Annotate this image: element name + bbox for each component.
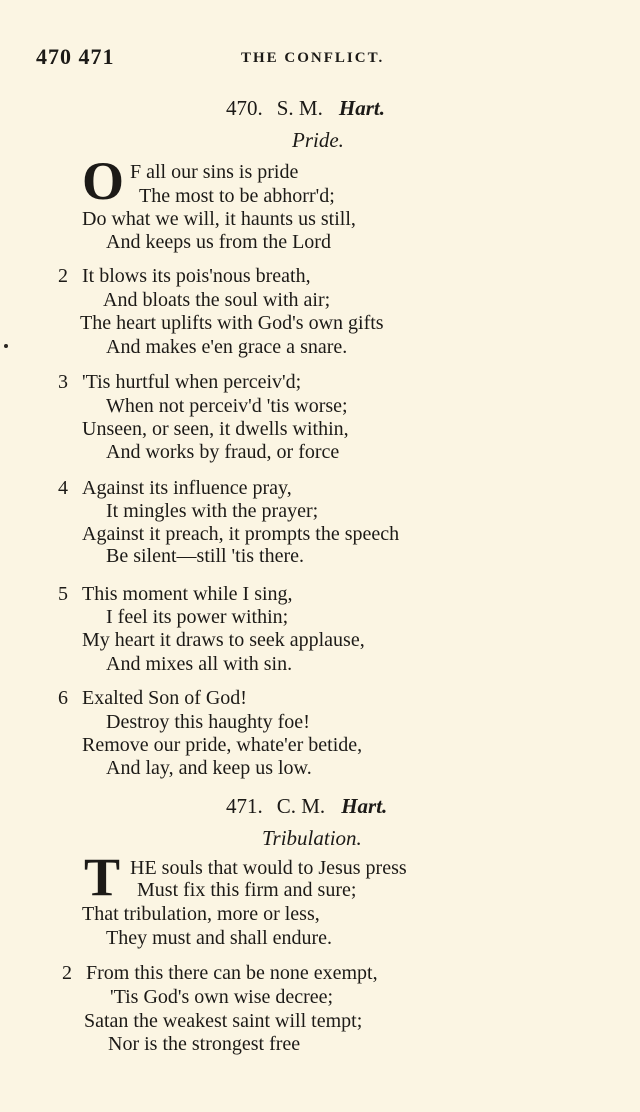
hymn-470-heading [226,96,385,121]
verse-line: When not perceiv'd 'tis worse; [106,395,348,417]
stanza-number: 2 [58,265,68,287]
verse-line: Destroy this haughty foe! [106,711,310,733]
verse-line: And mixes all with sin. [106,653,293,675]
page-numbers: 470 471 [36,44,115,69]
verse-line: And lay, and keep us low. [106,757,312,779]
verse-line: They must and shall endure. [106,927,333,949]
verse-line: My heart it draws to seek applause, [82,629,365,651]
running-title: THE CONFLICT. [241,50,385,66]
verse-line: And works by fraud, or force [106,441,340,463]
verse-line: Against it preach, it prompts the speech [82,523,400,545]
hymn-471-heading [226,794,387,819]
drop-cap: O [82,151,125,211]
verse-line: From this there can be none exempt, [86,962,378,984]
verse-line: Be silent—still 'tis there. [106,545,305,567]
verse-line: That tribulation, more or less, [82,903,320,925]
verse-line: The most to be abhorr'd; [139,185,335,207]
verse-line: It blows its pois'nous breath, [82,265,311,287]
verse-line: Do what we will, it haunts us still, [82,208,356,230]
verse-line: It mingles with the prayer; [106,500,319,522]
verse-line: I feel its power within; [106,606,289,628]
page-header [36,44,600,74]
stanza-number: 4 [58,477,68,499]
verse-line: And makes e'en grace a snare. [106,336,348,358]
stanza-number: 2 [62,962,72,984]
verse-line: 'Tis God's own wise decree; [110,986,334,1008]
hymn-meter: S. M. [276,96,323,120]
drop-cap: T [84,847,121,907]
verse-line: Must fix this firm and sure; [137,879,357,901]
hymn-470-title: Pride. [292,128,344,152]
stanza-number: 5 [58,583,68,605]
hymn-author: Hart. [338,96,385,120]
verse-line: This moment while I sing, [82,583,293,605]
verse-line: Against its influence pray, [82,477,292,499]
hymn-number: 470. [226,96,263,120]
hymn-author: Hart. [341,794,388,818]
hymn-number: 471. [226,794,263,818]
verse-line: Unseen, or seen, it dwells within, [82,418,349,440]
verse-line: Remove our pride, whate'er betide, [82,734,363,756]
verse-line: F all our sins is pride [130,161,299,183]
hymn-meter: C. M. [276,794,326,818]
verse-line: Satan the weakest saint will tempt; [84,1010,363,1032]
hymn-471-title: Tribulation. [262,826,362,850]
verse-line: 'Tis hurtful when perceiv'd; [82,371,302,393]
verse-line: Nor is the strongest free [108,1033,301,1055]
margin-mark [4,344,8,348]
stanza-number: 3 [58,371,68,393]
verse-line: And keeps us from the Lord [106,231,331,253]
verse-line: Exalted Son of God! [82,687,247,709]
verse-line: And bloats the soul with air; [103,289,331,311]
stanza-number: 6 [58,687,68,709]
verse-line: The heart uplifts with God's own gifts [80,312,384,334]
verse-line: HE souls that would to Jesus press [130,857,407,879]
